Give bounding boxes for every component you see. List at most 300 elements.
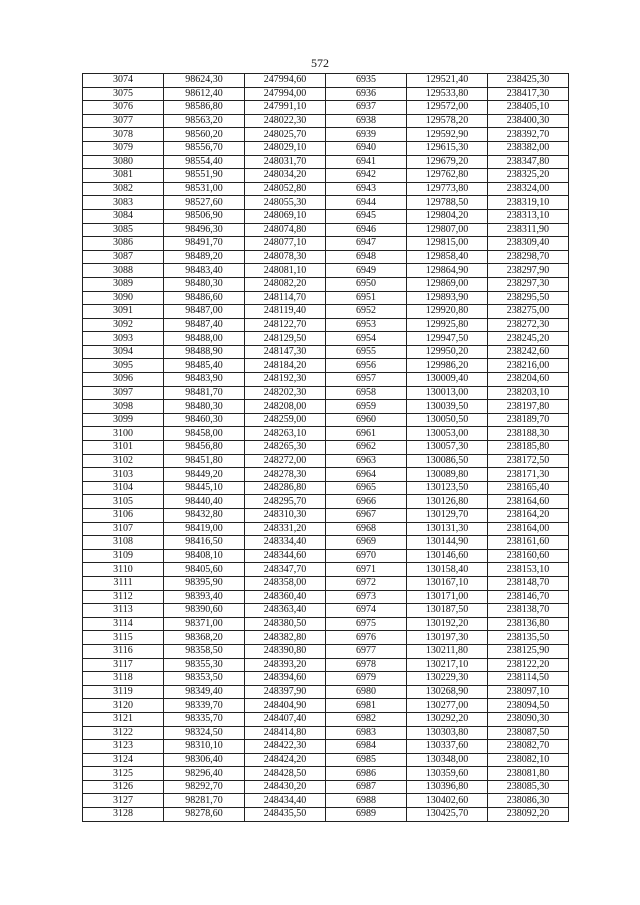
table-cell: 238311,90 — [488, 223, 569, 237]
table-cell: 248208,00 — [245, 400, 326, 414]
table-cell: 238122,20 — [488, 658, 569, 672]
table-cell: 6972 — [326, 576, 407, 590]
table-cell: 130126,80 — [407, 495, 488, 509]
table-row — [83, 196, 569, 210]
table-cell: 3123 — [83, 740, 164, 754]
table-cell: 3105 — [83, 495, 164, 509]
table-cell: 98563,20 — [164, 114, 245, 128]
table-cell: 238245,20 — [488, 332, 569, 346]
table-cell: 238189,70 — [488, 413, 569, 427]
table-cell: 238204,60 — [488, 373, 569, 387]
table-cell: 247994,60 — [245, 74, 326, 88]
table-cell: 98481,70 — [164, 386, 245, 400]
table-cell: 98451,80 — [164, 454, 245, 468]
table-cell: 98278,60 — [164, 808, 245, 822]
table-cell: 238114,50 — [488, 672, 569, 686]
table-cell: 98390,60 — [164, 604, 245, 618]
table-cell: 248407,40 — [245, 712, 326, 726]
table-cell: 130171,00 — [407, 590, 488, 604]
table-cell: 98281,70 — [164, 794, 245, 808]
table-cell: 248122,70 — [245, 318, 326, 332]
table-cell: 130359,60 — [407, 767, 488, 781]
table-cell: 247991,10 — [245, 101, 326, 115]
table-cell: 98445,10 — [164, 481, 245, 495]
table-cell: 129788,50 — [407, 196, 488, 210]
table-row — [83, 427, 569, 441]
table-cell: 248259,00 — [245, 413, 326, 427]
table-row — [83, 305, 569, 319]
table-cell: 238188,30 — [488, 427, 569, 441]
table-cell: 98324,50 — [164, 726, 245, 740]
table-cell: 98483,40 — [164, 264, 245, 278]
table-cell: 3128 — [83, 808, 164, 822]
table-cell: 238392,70 — [488, 128, 569, 142]
table-cell: 98506,90 — [164, 209, 245, 223]
table-row — [83, 780, 569, 794]
table-cell: 129578,20 — [407, 114, 488, 128]
table-cell: 3111 — [83, 576, 164, 590]
table-cell: 130158,40 — [407, 563, 488, 577]
table-row — [83, 794, 569, 808]
table-cell: 248069,10 — [245, 209, 326, 223]
table-cell: 248430,20 — [245, 780, 326, 794]
table-cell: 129572,00 — [407, 101, 488, 115]
table-cell: 238297,30 — [488, 277, 569, 291]
table-cell: 3092 — [83, 318, 164, 332]
table-cell: 98586,80 — [164, 101, 245, 115]
table-cell: 130192,20 — [407, 617, 488, 631]
table-cell: 238165,40 — [488, 481, 569, 495]
table-cell: 130348,00 — [407, 753, 488, 767]
table-row — [83, 413, 569, 427]
table-cell: 98527,60 — [164, 196, 245, 210]
table-cell: 248129,50 — [245, 332, 326, 346]
table-cell: 130123,50 — [407, 481, 488, 495]
table-cell: 6938 — [326, 114, 407, 128]
table-cell: 238272,30 — [488, 318, 569, 332]
table-cell: 248347,70 — [245, 563, 326, 577]
table-cell: 248422,30 — [245, 740, 326, 754]
table-cell: 130129,70 — [407, 509, 488, 523]
table-cell: 238400,30 — [488, 114, 569, 128]
table-cell: 98531,00 — [164, 182, 245, 196]
table-cell: 248435,50 — [245, 808, 326, 822]
table-cell: 248295,70 — [245, 495, 326, 509]
table-cell: 6968 — [326, 522, 407, 536]
table-cell: 248022,30 — [245, 114, 326, 128]
table-cell: 6951 — [326, 291, 407, 305]
table-cell: 6937 — [326, 101, 407, 115]
table-cell: 6966 — [326, 495, 407, 509]
table-cell: 3078 — [83, 128, 164, 142]
table-cell: 6967 — [326, 509, 407, 523]
table-cell: 6983 — [326, 726, 407, 740]
table-cell: 3088 — [83, 264, 164, 278]
table-cell: 238092,20 — [488, 808, 569, 822]
table-cell: 98335,70 — [164, 712, 245, 726]
table-cell: 130089,80 — [407, 468, 488, 482]
table-cell: 238164,60 — [488, 495, 569, 509]
table-cell: 3080 — [83, 155, 164, 169]
table-cell: 98624,30 — [164, 74, 245, 88]
table-cell: 130146,60 — [407, 549, 488, 563]
table-cell: 248114,70 — [245, 291, 326, 305]
table-cell: 248074,80 — [245, 223, 326, 237]
table-row — [83, 345, 569, 359]
table-cell: 238094,50 — [488, 699, 569, 713]
table-cell: 3109 — [83, 549, 164, 563]
table-cell: 248331,20 — [245, 522, 326, 536]
table-cell: 238319,10 — [488, 196, 569, 210]
table-cell: 98432,80 — [164, 509, 245, 523]
table-row — [83, 373, 569, 387]
table-cell: 3084 — [83, 209, 164, 223]
table-row — [83, 481, 569, 495]
table-cell: 6987 — [326, 780, 407, 794]
table-cell: 238325,20 — [488, 169, 569, 183]
table-cell: 6979 — [326, 672, 407, 686]
table-cell: 98371,00 — [164, 617, 245, 631]
table-cell: 6986 — [326, 767, 407, 781]
table-cell: 238216,00 — [488, 359, 569, 373]
table-cell: 248363,40 — [245, 604, 326, 618]
table-cell: 98487,00 — [164, 305, 245, 319]
table-cell: 238425,30 — [488, 74, 569, 88]
table-row — [83, 209, 569, 223]
table-cell: 98405,60 — [164, 563, 245, 577]
table-cell: 130277,00 — [407, 699, 488, 713]
table-row — [83, 604, 569, 618]
table-cell: 130292,20 — [407, 712, 488, 726]
table-cell: 248310,30 — [245, 509, 326, 523]
table-row — [83, 87, 569, 101]
table-cell: 248272,00 — [245, 454, 326, 468]
table-cell: 6946 — [326, 223, 407, 237]
table-cell: 3079 — [83, 141, 164, 155]
table-cell: 6962 — [326, 441, 407, 455]
table-cell: 248029,10 — [245, 141, 326, 155]
table-cell: 3115 — [83, 631, 164, 645]
table-cell: 6981 — [326, 699, 407, 713]
table-cell: 248393,20 — [245, 658, 326, 672]
table-cell: 130039,50 — [407, 400, 488, 414]
table-cell: 238417,30 — [488, 87, 569, 101]
table-cell: 3083 — [83, 196, 164, 210]
table-cell: 98483,90 — [164, 373, 245, 387]
table-cell: 3090 — [83, 291, 164, 305]
table-row — [83, 400, 569, 414]
table-cell: 98488,00 — [164, 332, 245, 346]
table-cell: 238136,80 — [488, 617, 569, 631]
table-cell: 248034,20 — [245, 169, 326, 183]
table-row — [83, 685, 569, 699]
table-cell: 238164,20 — [488, 509, 569, 523]
table-row — [83, 74, 569, 88]
table-cell: 238090,30 — [488, 712, 569, 726]
table-row — [83, 726, 569, 740]
table-cell: 98556,70 — [164, 141, 245, 155]
table-cell: 3113 — [83, 604, 164, 618]
table-cell: 3091 — [83, 305, 164, 319]
table-cell: 248358,00 — [245, 576, 326, 590]
table-cell: 6975 — [326, 617, 407, 631]
table-cell: 6969 — [326, 536, 407, 550]
table-cell: 98408,10 — [164, 549, 245, 563]
table-cell: 130187,50 — [407, 604, 488, 618]
table-cell: 6985 — [326, 753, 407, 767]
table-row — [83, 658, 569, 672]
table-cell: 3121 — [83, 712, 164, 726]
table-cell: 3112 — [83, 590, 164, 604]
table-cell: 6953 — [326, 318, 407, 332]
table-cell: 247994,00 — [245, 87, 326, 101]
table-cell: 3100 — [83, 427, 164, 441]
table-cell: 98416,50 — [164, 536, 245, 550]
table-cell: 98496,30 — [164, 223, 245, 237]
table-cell: 248025,70 — [245, 128, 326, 142]
table-cell: 130396,80 — [407, 780, 488, 794]
table-cell: 6936 — [326, 87, 407, 101]
table-cell: 98339,70 — [164, 699, 245, 713]
table-cell: 248334,40 — [245, 536, 326, 550]
table-row — [83, 155, 569, 169]
table-cell: 248286,80 — [245, 481, 326, 495]
table-cell: 238298,70 — [488, 250, 569, 264]
table-cell: 6959 — [326, 400, 407, 414]
table-cell: 248081,10 — [245, 264, 326, 278]
table-cell: 248192,30 — [245, 373, 326, 387]
table-cell: 238160,60 — [488, 549, 569, 563]
table-cell: 3102 — [83, 454, 164, 468]
table-row — [83, 291, 569, 305]
table-cell: 98551,90 — [164, 169, 245, 183]
table-row — [83, 141, 569, 155]
table-cell: 98296,40 — [164, 767, 245, 781]
table-row — [83, 101, 569, 115]
table-row — [83, 332, 569, 346]
table-cell: 6978 — [326, 658, 407, 672]
table-row — [83, 454, 569, 468]
table-cell: 129807,00 — [407, 223, 488, 237]
table-cell: 6944 — [326, 196, 407, 210]
table-row — [83, 753, 569, 767]
table-cell: 3076 — [83, 101, 164, 115]
table-row — [83, 182, 569, 196]
table-cell: 3110 — [83, 563, 164, 577]
table-cell: 6952 — [326, 305, 407, 319]
table-row — [83, 563, 569, 577]
table-cell: 6964 — [326, 468, 407, 482]
table-cell: 3089 — [83, 277, 164, 291]
table-row — [83, 672, 569, 686]
table-row — [83, 644, 569, 658]
table-cell: 3114 — [83, 617, 164, 631]
table-cell: 6965 — [326, 481, 407, 495]
table-cell: 238082,70 — [488, 740, 569, 754]
table-cell: 248184,20 — [245, 359, 326, 373]
table-cell: 6958 — [326, 386, 407, 400]
table-cell: 3082 — [83, 182, 164, 196]
table-cell: 238172,50 — [488, 454, 569, 468]
table-cell: 98486,60 — [164, 291, 245, 305]
table-cell: 3086 — [83, 237, 164, 251]
table-cell: 248394,60 — [245, 672, 326, 686]
table-cell: 3099 — [83, 413, 164, 427]
table-cell: 248078,30 — [245, 250, 326, 264]
table-row — [83, 114, 569, 128]
table-cell: 248077,10 — [245, 237, 326, 251]
table-cell: 98393,40 — [164, 590, 245, 604]
table-row — [83, 808, 569, 822]
coordinates-table-body — [83, 74, 569, 822]
table-cell: 3118 — [83, 672, 164, 686]
table-row — [83, 169, 569, 183]
table-cell: 98456,80 — [164, 441, 245, 455]
table-cell: 3117 — [83, 658, 164, 672]
table-cell: 130425,70 — [407, 808, 488, 822]
table-cell: 3104 — [83, 481, 164, 495]
table-cell: 6955 — [326, 345, 407, 359]
coordinates-table — [82, 73, 569, 822]
table-cell: 129773,80 — [407, 182, 488, 196]
table-cell: 6961 — [326, 427, 407, 441]
table-cell: 3074 — [83, 74, 164, 88]
table-cell: 238087,50 — [488, 726, 569, 740]
table-cell: 6963 — [326, 454, 407, 468]
table-cell: 129762,80 — [407, 169, 488, 183]
table-cell: 130402,60 — [407, 794, 488, 808]
table-cell: 98480,30 — [164, 400, 245, 414]
table-cell: 238297,90 — [488, 264, 569, 278]
table-cell: 3127 — [83, 794, 164, 808]
table-cell: 238171,30 — [488, 468, 569, 482]
table-cell: 238125,90 — [488, 644, 569, 658]
table-cell: 129925,80 — [407, 318, 488, 332]
table-cell: 6976 — [326, 631, 407, 645]
table-cell: 6957 — [326, 373, 407, 387]
table-row — [83, 590, 569, 604]
table-cell: 3120 — [83, 699, 164, 713]
table-cell: 130303,80 — [407, 726, 488, 740]
table-cell: 238324,00 — [488, 182, 569, 196]
table-row — [83, 237, 569, 251]
table-row — [83, 617, 569, 631]
table-cell: 3107 — [83, 522, 164, 536]
table-cell: 98440,40 — [164, 495, 245, 509]
table-cell: 248414,80 — [245, 726, 326, 740]
table-row — [83, 223, 569, 237]
table-cell: 238295,50 — [488, 291, 569, 305]
table-row — [83, 277, 569, 291]
table-cell: 6960 — [326, 413, 407, 427]
table-cell: 129679,20 — [407, 155, 488, 169]
table-cell: 129893,90 — [407, 291, 488, 305]
table-cell: 248397,90 — [245, 685, 326, 699]
table-cell: 130053,00 — [407, 427, 488, 441]
table-cell: 6989 — [326, 808, 407, 822]
table-cell: 98349,40 — [164, 685, 245, 699]
table-cell: 3125 — [83, 767, 164, 781]
table-cell: 238275,00 — [488, 305, 569, 319]
table-cell: 6974 — [326, 604, 407, 618]
table-cell: 3106 — [83, 509, 164, 523]
table-cell: 6971 — [326, 563, 407, 577]
table-cell: 130268,90 — [407, 685, 488, 699]
table-cell: 3097 — [83, 386, 164, 400]
table-row — [83, 386, 569, 400]
table-cell: 130013,00 — [407, 386, 488, 400]
table-cell: 98310,10 — [164, 740, 245, 754]
table-cell: 3116 — [83, 644, 164, 658]
table-cell: 248278,30 — [245, 468, 326, 482]
table-cell: 3108 — [83, 536, 164, 550]
table-cell: 238242,60 — [488, 345, 569, 359]
table-cell: 238097,10 — [488, 685, 569, 699]
table-cell: 6973 — [326, 590, 407, 604]
table-cell: 248202,30 — [245, 386, 326, 400]
table-cell: 3093 — [83, 332, 164, 346]
table-cell: 129858,40 — [407, 250, 488, 264]
table-row — [83, 576, 569, 590]
table-cell: 98491,70 — [164, 237, 245, 251]
table-cell: 98449,20 — [164, 468, 245, 482]
table-cell: 6984 — [326, 740, 407, 754]
table-cell: 248031,70 — [245, 155, 326, 169]
table-cell: 238153,10 — [488, 563, 569, 577]
table-cell: 130057,30 — [407, 441, 488, 455]
table-cell: 129864,90 — [407, 264, 488, 278]
table-cell: 6982 — [326, 712, 407, 726]
table-cell: 3085 — [83, 223, 164, 237]
table-cell: 248147,30 — [245, 345, 326, 359]
table-cell: 3095 — [83, 359, 164, 373]
table-cell: 129533,80 — [407, 87, 488, 101]
table-cell: 130217,10 — [407, 658, 488, 672]
table-cell: 3122 — [83, 726, 164, 740]
table-cell: 130050,50 — [407, 413, 488, 427]
table-cell: 238085,30 — [488, 780, 569, 794]
table-cell: 129950,20 — [407, 345, 488, 359]
table-row — [83, 441, 569, 455]
table-cell: 3119 — [83, 685, 164, 699]
table-cell: 129521,40 — [407, 74, 488, 88]
table-cell: 248428,50 — [245, 767, 326, 781]
table-cell: 3096 — [83, 373, 164, 387]
table-cell: 130197,30 — [407, 631, 488, 645]
table-row — [83, 740, 569, 754]
table-cell: 248265,30 — [245, 441, 326, 455]
table-cell: 98488,90 — [164, 345, 245, 359]
table-cell: 238138,70 — [488, 604, 569, 618]
table-row — [83, 468, 569, 482]
table-cell: 3077 — [83, 114, 164, 128]
table-cell: 129986,20 — [407, 359, 488, 373]
table-cell: 3124 — [83, 753, 164, 767]
table-cell: 6947 — [326, 237, 407, 251]
table-cell: 248263,10 — [245, 427, 326, 441]
table-cell: 98460,30 — [164, 413, 245, 427]
table-cell: 6970 — [326, 549, 407, 563]
table-cell: 6939 — [326, 128, 407, 142]
table-cell: 129815,00 — [407, 237, 488, 251]
table-cell: 6948 — [326, 250, 407, 264]
table-cell: 248380,50 — [245, 617, 326, 631]
table-cell: 129947,50 — [407, 332, 488, 346]
table-cell: 3087 — [83, 250, 164, 264]
table-cell: 6977 — [326, 644, 407, 658]
table-cell: 238081,80 — [488, 767, 569, 781]
table-cell: 238135,50 — [488, 631, 569, 645]
